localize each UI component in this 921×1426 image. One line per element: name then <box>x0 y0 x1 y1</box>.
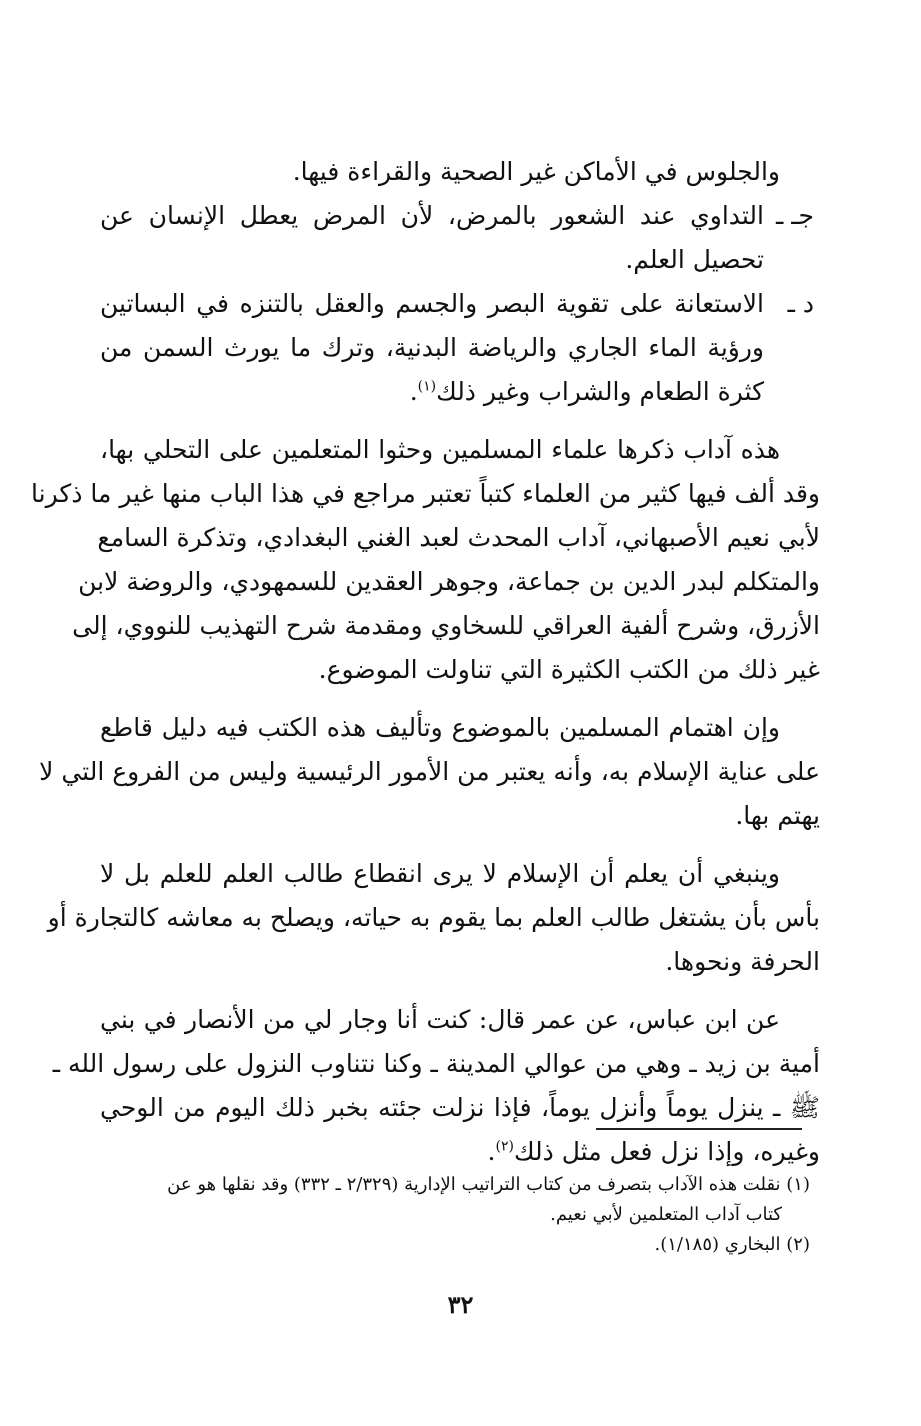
text-line: أمية بن زيد ـ وهي من عوالي المدينة ـ وكنا نتناوب النزول على رسول الله ـ <box>52 1049 820 1078</box>
text-fragment: . <box>487 1137 496 1166</box>
paragraph <box>31 428 820 692</box>
text-fragment: وغيره، وإذا نزل فعل مثل ذلك <box>513 1137 820 1166</box>
text-line: على عناية الإسلام به، وأنه يعتبر من الأمور الرئيسية وليس من الفروع التي لا <box>39 757 820 786</box>
text-line: بأس بأن يشتغل طالب العلم بما يقوم به حياته، ويصلح به معاشه كالتجارة أو <box>47 903 820 932</box>
text-line <box>100 370 764 414</box>
footnote-1 <box>110 1170 810 1230</box>
text-line: وإن اهتمام المسلمين بالموضوع وتأليف هذه الكتب فيه دليل قاطع <box>100 713 780 742</box>
text-line: الأزرق، وشرح ألفية العراقي للسخاوي ومقدمة شرح التهذيب للنووي، إلى <box>72 611 820 640</box>
text-fragment: كثرة الطعام والشراب وغير ذلك <box>436 377 764 406</box>
text-line: والمتكلم لبدر الدين بن جماعة، وجوهر العقدين للسمهودي، والروضة لابن <box>78 567 820 596</box>
text-line: عن ابن عباس، عن عمر قال: كنت أنا وجار لي من الأنصار في بني <box>100 1005 780 1034</box>
text-line: ﷺ ـ ينزل يوماً وأنزل يوماً، فإذا نزلت جئته بخبر ذلك اليوم من الوحي <box>100 1093 820 1122</box>
page-number: ٣٢ <box>447 1290 474 1319</box>
list-marker-d: د ـ <box>787 289 814 318</box>
paragraph <box>52 998 820 1174</box>
list-marker-c: جـ ـ <box>775 201 814 230</box>
footnote-separator <box>596 1128 802 1130</box>
footnote-2 <box>110 1230 810 1260</box>
footnote-ref: (٢) <box>495 1138 514 1155</box>
text-line: لأبي نعيم الأصبهاني، آداب المحدث لعبد الغني البغدادي، وتذكرة السامع <box>97 523 820 552</box>
footnote-ref: (١) <box>417 378 437 395</box>
text-line <box>100 1130 820 1174</box>
text-line: غير ذلك من الكتب الكثيرة التي تناولت الموضوع. <box>318 655 820 684</box>
list-item-d <box>100 282 820 414</box>
text-line: هذه آداب ذكرها علماء المسلمين وحثوا المتعلمين على التحلي بها، <box>100 435 780 464</box>
text-line: الحرفة ونحوها. <box>665 947 820 976</box>
text-line: التداوي عند الشعور بالمرض، لأن المرض يعطل الإنسان عن <box>100 201 764 230</box>
text-line: يهتم بها. <box>735 801 820 830</box>
text-line: تحصيل العلم. <box>625 245 764 274</box>
footnotes <box>110 1170 810 1260</box>
text-line: وقد ألف فيها كثير من العلماء كتباً تعتبر مراجع في هذا الباب منها غير ما ذكرنا <box>31 479 820 508</box>
text-line: الاستعانة على تقوية البصر والجسم والعقل بالتنزه في البساتين <box>100 289 764 318</box>
paragraph <box>39 706 820 838</box>
footnote-line: (٢) البخاري (١/١٨٥). <box>654 1234 810 1255</box>
footnote-line: كتاب آداب المتعلمين لأبي نعيم. <box>550 1204 782 1225</box>
list-item-b-tail: والجلوس في الأماكن غير الصحية والقراءة فيها. <box>292 157 780 186</box>
main-text <box>31 150 820 1174</box>
text-line: وينبغي أن يعلم أن الإسلام لا يرى انقطاع طالب العلم للعلم بل لا <box>100 859 780 888</box>
list-item-c <box>100 194 820 282</box>
paragraph <box>47 852 820 984</box>
text-line: ورؤية الماء الجاري والرياضة البدنية، وترك ما يورث السمن من <box>100 333 764 362</box>
footnote-line: (١) نقلت هذه الآداب بتصرف من كتاب التراتيب الإدارية (٢/٣٢٩ ـ ٣٣٢) وقد نقلها هو عن <box>167 1174 810 1195</box>
text-fragment: . <box>409 377 418 406</box>
